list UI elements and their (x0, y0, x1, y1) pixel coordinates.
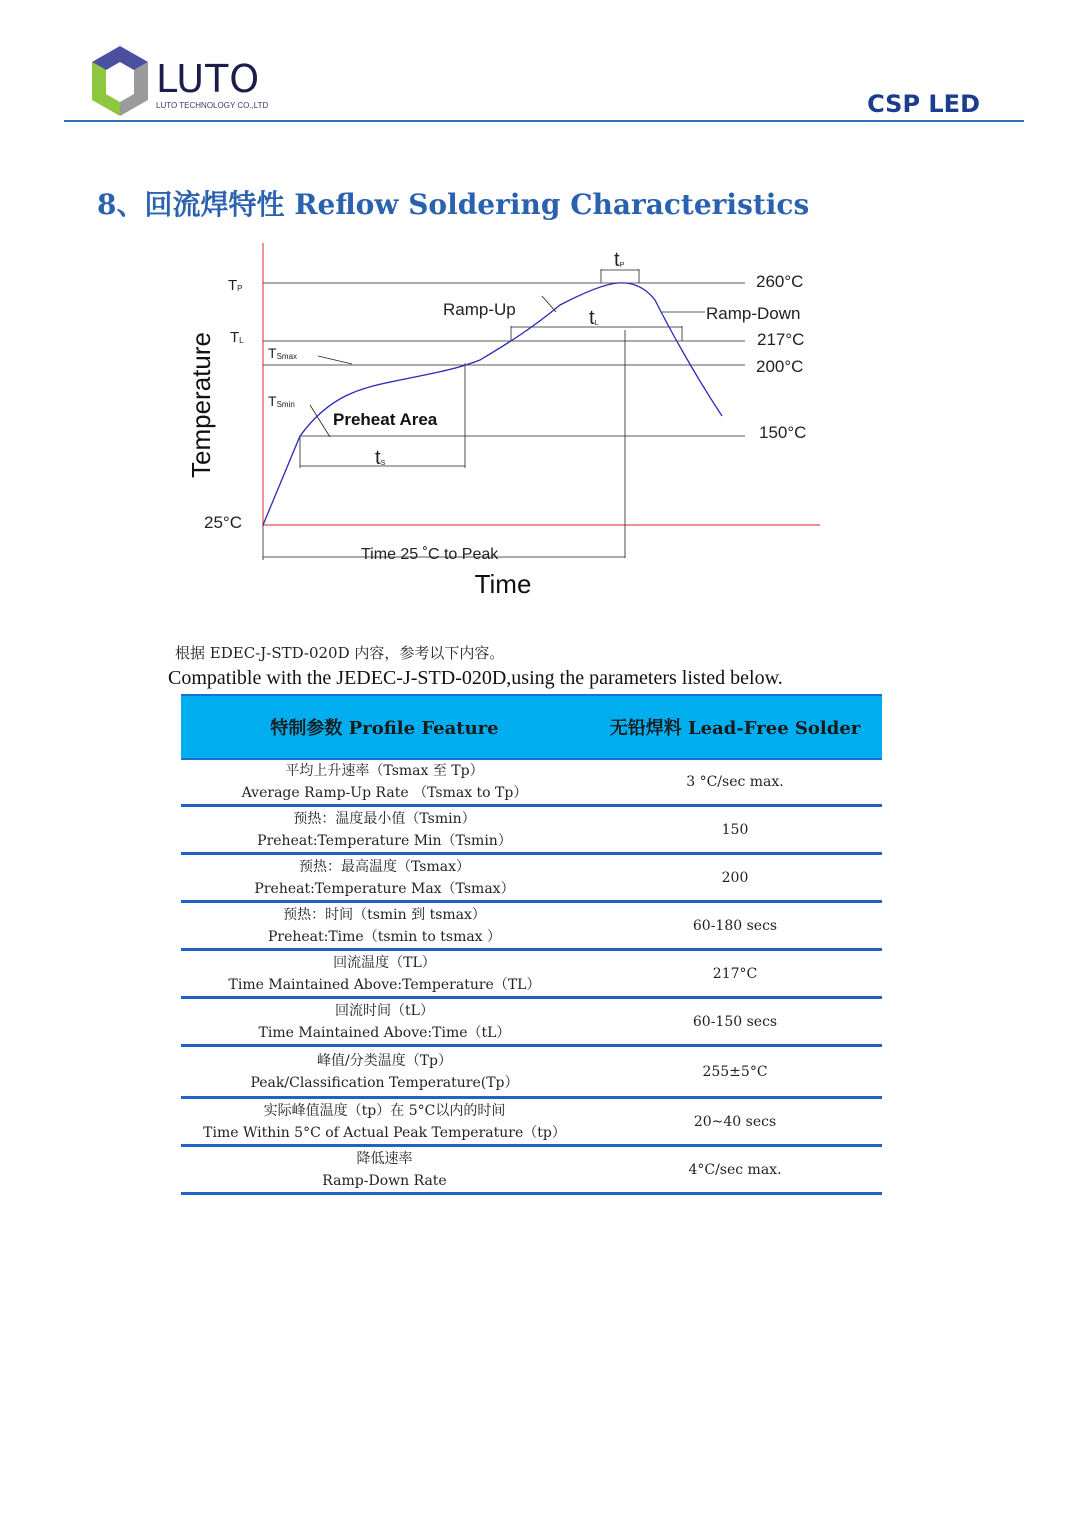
feature-cell (181, 1047, 588, 1096)
tl-interval-label: tL (589, 307, 599, 329)
feature-cell (181, 903, 588, 948)
y-axis-label: Temperature (186, 332, 216, 478)
section-title: 8、回流焊特性 Reflow Soldering Characteristics (97, 188, 810, 221)
tsmax-pointer (318, 356, 352, 364)
table-row (181, 1099, 882, 1147)
feature-cell (181, 807, 588, 852)
feature-en: Time Maintained Above:Temperature（TL） (228, 976, 541, 993)
logo-right-face (120, 62, 148, 116)
header-lead-free-solder: 无铅焊料 Lead-Free Solder (609, 718, 861, 739)
table-row (181, 1047, 882, 1099)
feature-cn: 预热：最高温度（Tsmax） (298, 858, 471, 875)
value-cell: 217°C (712, 965, 758, 982)
feature-en: Peak/Classification Temperature(Tp） (250, 1074, 519, 1091)
value-cell: 255±5°C (702, 1063, 768, 1080)
value-cell: 200 (721, 869, 749, 886)
temp-260-label: 260°C (756, 272, 804, 291)
note-english: Compatible with the JEDEC-J-STD-020D,using the parameters listed below. (168, 667, 783, 689)
ts-interval-label: tS (375, 447, 386, 469)
feature-cell (181, 1147, 588, 1192)
feature-cn: 峰值/分类温度（Tp） (316, 1052, 453, 1069)
temp-150-label: 150°C (759, 423, 807, 442)
table-row (181, 951, 882, 999)
feature-cell (181, 1099, 588, 1144)
feature-cn: 回流温度（TL） (333, 954, 436, 971)
tp-level-label: TP (228, 277, 243, 294)
feature-cn: 降低速率 (356, 1150, 413, 1167)
value-cell: 150 (721, 821, 749, 838)
logo-top-face (92, 46, 148, 70)
feature-cell (181, 855, 588, 900)
feature-en: Preheat:Temperature Min（Tsmin） (257, 832, 512, 849)
x-axis-label: Time (474, 569, 532, 599)
note-chinese: 根据 EDEC-J-STD-020D 内容，参考以下内容。 (175, 644, 505, 662)
hexagon-cube-logo-icon (88, 44, 152, 118)
feature-cell (181, 999, 588, 1044)
feature-en: Preheat:Temperature Max（Tsmax） (254, 880, 515, 897)
table-row (181, 999, 882, 1047)
header-divider (64, 120, 1024, 122)
value-cell: 60-150 secs (692, 1013, 778, 1030)
table-row (181, 855, 882, 903)
table-row (181, 1147, 882, 1195)
feature-cell (181, 760, 588, 804)
header-profile-feature: 特制参数 Profile Feature (270, 718, 499, 739)
value-cell: 4°C/sec max. (688, 1161, 782, 1178)
table-body (181, 760, 882, 1195)
value-cell: 3 °C/sec max. (686, 774, 784, 790)
temp-25-label: 25°C (204, 513, 242, 532)
preheat-label: Preheat Area (333, 410, 438, 429)
feature-cn: 预热：温度最小值（Tsmin） (293, 810, 476, 827)
time-to-peak-label: Time 25 ˚C to Peak (361, 546, 499, 563)
value-cell: 20~40 secs (693, 1113, 777, 1130)
temp-217-label: 217°C (757, 330, 805, 349)
temp-200-label: 200°C (756, 357, 804, 376)
feature-cn: 预热：时间（tsmin 到 tsmax） (283, 906, 486, 923)
value-cell: 60-180 secs (692, 917, 778, 934)
rampdown-label: Ramp-Down (706, 304, 801, 323)
feature-cn: 回流时间（tL） (335, 1002, 434, 1019)
feature-en: Time Maintained Above:Time（tL） (258, 1024, 511, 1041)
table-header (181, 694, 882, 760)
table-row (181, 903, 882, 951)
tl-level-label: TL (230, 329, 244, 346)
feature-en: Ramp-Down Rate (322, 1172, 447, 1189)
feature-en: Time Within 5°C of Actual Peak Temperature（tp） (203, 1124, 566, 1141)
feature-cn: 平均上升速率（Tsmax 至 Tp） (285, 763, 484, 779)
reflow-curve (263, 283, 722, 525)
reflow-spec-table (181, 694, 882, 1195)
tp-interval-label: tP (614, 249, 625, 271)
brand-name: LUTO (156, 57, 261, 101)
feature-en: Preheat:Time（tsmin to tsmax ） (267, 928, 502, 945)
rampup-label: Ramp-Up (443, 300, 516, 319)
document-tag: CSP LED (867, 90, 980, 118)
table-row (181, 760, 882, 807)
logo-left-face (92, 62, 120, 116)
feature-cell (181, 951, 588, 996)
tsmax-label: TSmax (268, 345, 298, 361)
tsmin-label: TSmin (268, 393, 295, 409)
table-row (181, 807, 882, 855)
feature-cn: 实际峰值温度（tp）在 5°C以内的时间 (263, 1102, 506, 1119)
brand-subtitle: LUTO TECHNOLOGY CO.,LTD (156, 101, 269, 110)
reflow-profile-chart (0, 230, 1080, 610)
feature-en: Average Ramp-Up Rate （Tsmax to Tp） (241, 785, 528, 801)
